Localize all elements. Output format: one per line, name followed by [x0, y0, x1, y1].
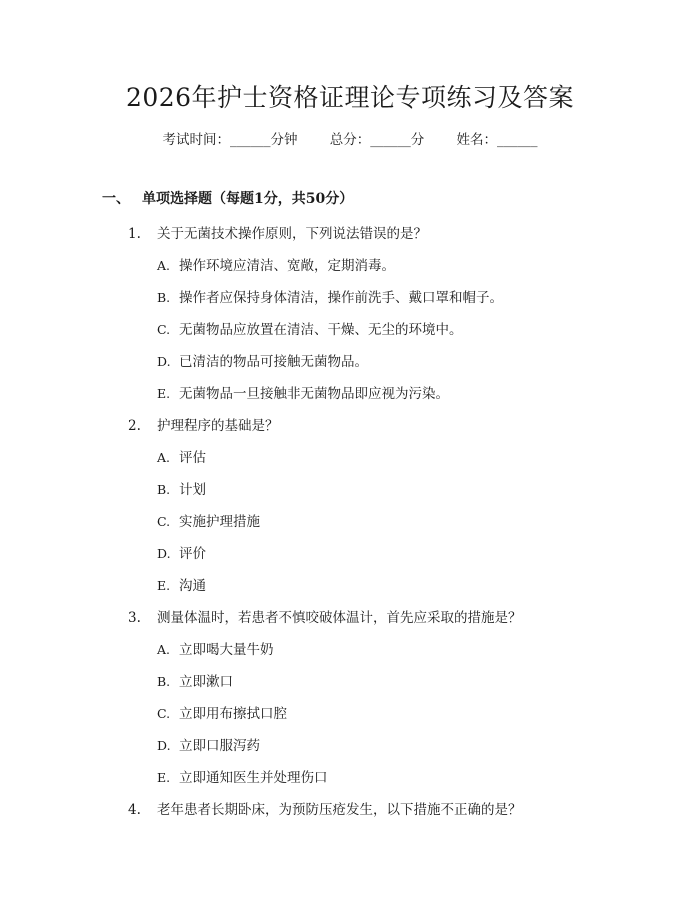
section-title: 单项选择题（每题1分，共50分） [142, 191, 354, 207]
question-list [0, 218, 700, 826]
option-letter: D. [157, 546, 171, 561]
section-number: 一、 [102, 191, 130, 207]
option-text: 立即漱口 [179, 674, 233, 690]
option-letter: C. [157, 322, 171, 337]
question-text: 护理程序的基础是？ [157, 418, 279, 434]
option-text: 无菌物品应放置在清洁、干燥、无尘的环境中。 [179, 322, 463, 338]
question-stem [0, 794, 700, 826]
option-b [0, 282, 700, 314]
option-text: 无菌物品一旦接触非无菌物品即应视为污染。 [179, 386, 449, 402]
section-heading [102, 189, 353, 209]
exam-meta [0, 130, 700, 150]
option-c [0, 506, 700, 538]
option-letter: A. [157, 258, 171, 273]
option-text: 立即通知医生并处理伤口 [179, 770, 328, 786]
question-number: 3. [128, 610, 141, 626]
question-1 [0, 218, 700, 410]
question-text: 老年患者长期卧床，为预防压疮发生，以下措施不正确的是？ [157, 802, 522, 818]
question-text: 测量体温时，若患者不慎咬破体温计，首先应采取的措施是？ [157, 610, 522, 626]
option-text: 已清洁的物品可接触无菌物品。 [179, 354, 368, 370]
option-text: 立即口服泻药 [179, 738, 260, 754]
option-text: 计划 [179, 482, 206, 498]
option-b [0, 474, 700, 506]
option-text: 评估 [179, 450, 206, 466]
question-stem [0, 410, 700, 442]
option-d [0, 730, 700, 762]
option-text: 实施护理措施 [179, 514, 260, 530]
page-title: 2026年护士资格证理论专项练习及答案 [125, 83, 575, 112]
question-stem [0, 218, 700, 250]
option-a [0, 442, 700, 474]
total-score-field: 总分：______分 [329, 132, 425, 148]
question-2 [0, 410, 700, 602]
option-letter: D. [157, 354, 171, 369]
option-c [0, 314, 700, 346]
option-letter: E. [157, 386, 171, 401]
option-letter: C. [157, 706, 171, 721]
question-stem [0, 602, 700, 634]
option-text: 评价 [179, 546, 206, 562]
option-text: 操作者应保持身体清洁，操作前洗手、戴口罩和帽子。 [179, 290, 503, 306]
option-a [0, 250, 700, 282]
question-3 [0, 602, 700, 794]
option-e [0, 378, 700, 410]
option-b [0, 666, 700, 698]
option-letter: E. [157, 770, 171, 785]
question-number: 1. [128, 226, 141, 242]
name-field: 姓名：______ [456, 132, 538, 148]
option-d [0, 346, 700, 378]
question-number: 2. [128, 418, 141, 434]
option-text: 操作环境应清洁、宽敞，定期消毒。 [179, 258, 395, 274]
question-text: 关于无菌技术操作原则，下列说法错误的是？ [157, 226, 427, 242]
option-letter: D. [157, 738, 171, 753]
option-letter: B. [157, 290, 171, 305]
option-a [0, 634, 700, 666]
option-letter: E. [157, 578, 171, 593]
option-text: 立即喝大量牛奶 [179, 642, 274, 658]
option-letter: C. [157, 514, 171, 529]
question-4 [0, 794, 700, 826]
exam-time-field: 考试时间：______分钟 [162, 132, 298, 148]
option-letter: B. [157, 674, 171, 689]
question-number: 4. [128, 802, 141, 818]
option-text: 立即用布擦拭口腔 [179, 706, 287, 722]
option-letter: A. [157, 450, 171, 465]
option-e [0, 762, 700, 794]
option-text: 沟通 [179, 578, 206, 594]
option-letter: A. [157, 642, 171, 657]
option-c [0, 698, 700, 730]
option-letter: B. [157, 482, 171, 497]
option-d [0, 538, 700, 570]
option-e [0, 570, 700, 602]
